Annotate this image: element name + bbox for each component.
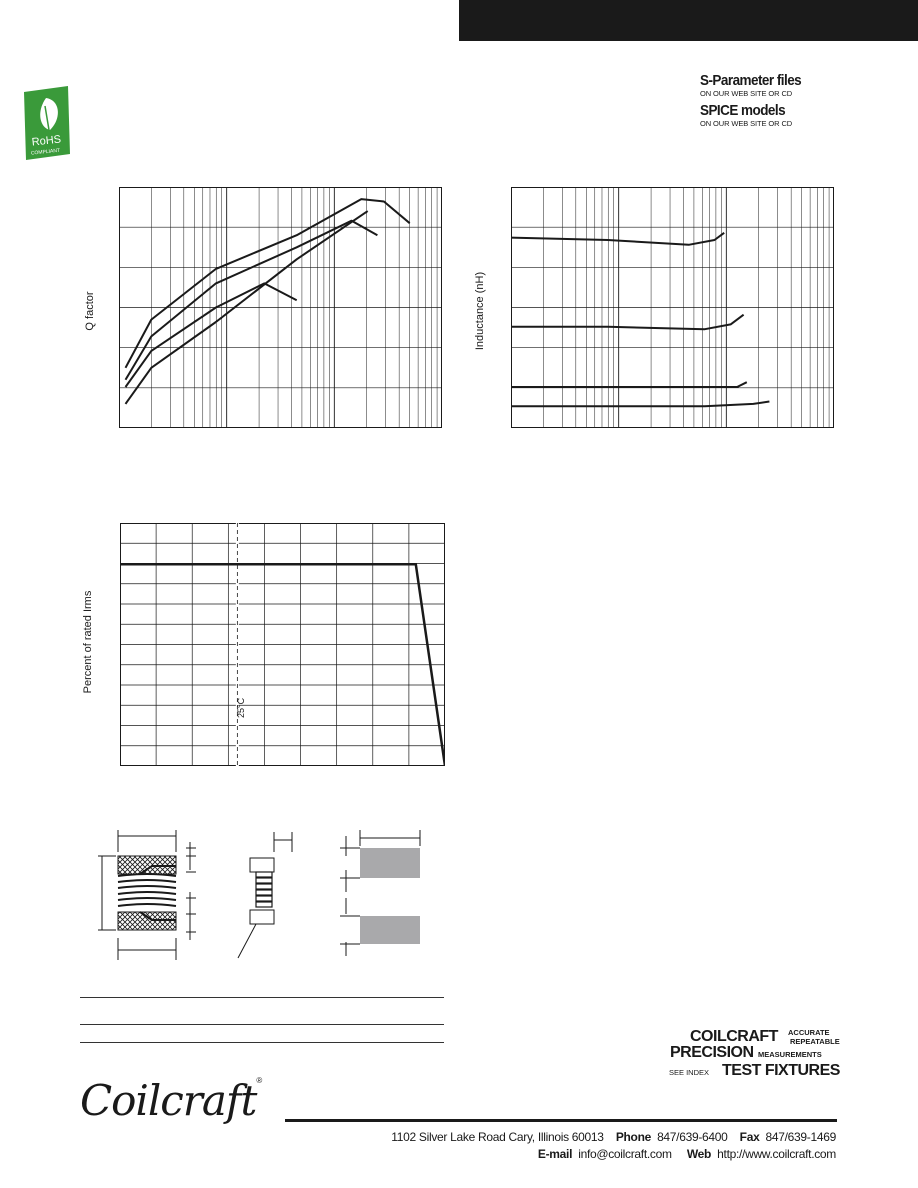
web-link[interactable]: http://www.coilcraft.com xyxy=(717,1147,836,1161)
table-rule-1 xyxy=(80,997,444,998)
q-chart-ylabel: Q factor xyxy=(84,291,96,331)
address-line xyxy=(391,1130,836,1144)
phone-label: Phone xyxy=(615,1130,651,1144)
land-pad-bottom xyxy=(360,916,420,944)
grid xyxy=(120,523,445,766)
sparam-title: S-Parameter files xyxy=(700,72,802,89)
promo-block xyxy=(700,72,910,132)
registered-mark: ® xyxy=(256,1076,263,1085)
grid xyxy=(511,187,834,428)
email-link[interactable]: info@coilcraft.com xyxy=(578,1147,672,1161)
footer-rule xyxy=(285,1119,837,1122)
series-line-2 xyxy=(511,315,744,330)
fixtures-test-fixtures: TEST FIXTURES xyxy=(722,1062,840,1079)
fixtures-precision: PRECISION xyxy=(670,1044,754,1061)
series-line-2 xyxy=(126,221,378,380)
logo-text: Coilcraft xyxy=(80,1076,257,1125)
fixtures-measurements: MEASUREMENTS xyxy=(758,1050,822,1059)
irms-chart-ylabel: Percent of rated Irms xyxy=(82,590,94,694)
rohs-compliant-label: COMPLIANT xyxy=(30,147,61,157)
fax: 847/639-1469 xyxy=(765,1130,836,1144)
spice-subtitle: ON OUR WEB SITE OR CD xyxy=(700,119,793,128)
table-rule-3 xyxy=(80,1042,444,1043)
dimension-drawing xyxy=(90,822,440,970)
fixtures-repeatable: REPEATABLE xyxy=(790,1037,840,1046)
series-line-1 xyxy=(126,199,410,368)
phone: 847/639-6400 xyxy=(657,1130,728,1144)
contact-line xyxy=(538,1147,836,1161)
header-bar xyxy=(459,0,918,41)
fixtures-coilcraft: COILCRAFT xyxy=(690,1028,778,1045)
fixtures-see-index: SEE INDEX xyxy=(669,1068,710,1077)
web-label: Web xyxy=(686,1147,712,1161)
fixtures-accurate: ACCURATE xyxy=(788,1028,830,1037)
derating-line xyxy=(120,564,445,766)
email-label: E-mail xyxy=(537,1147,573,1161)
temp-annotation: 25°C xyxy=(236,697,246,718)
rohs-label: RoHS xyxy=(31,133,62,149)
address: 1102 Silver Lake Road Cary, Illinois 60013 xyxy=(391,1130,604,1144)
q-factor-chart xyxy=(119,187,442,428)
sparam-subtitle: ON OUR WEB SITE OR CD xyxy=(700,89,793,98)
fax-label: Fax xyxy=(739,1130,760,1144)
fixtures-ad xyxy=(640,1028,840,1080)
irms-derating-chart xyxy=(120,523,445,766)
rohs-badge xyxy=(22,84,72,162)
inductance-chart-ylabel: Inductance (nH) xyxy=(474,271,486,351)
series-line-3 xyxy=(511,382,747,387)
series-line-1 xyxy=(511,233,724,245)
spice-title: SPICE models xyxy=(700,102,786,119)
inductance-chart xyxy=(511,187,834,428)
table-rule-2 xyxy=(80,1024,444,1025)
coil-side-icon xyxy=(256,872,272,907)
land-pad-top xyxy=(360,848,420,878)
coilcraft-logo xyxy=(80,1076,290,1140)
series-line-4 xyxy=(511,402,769,407)
